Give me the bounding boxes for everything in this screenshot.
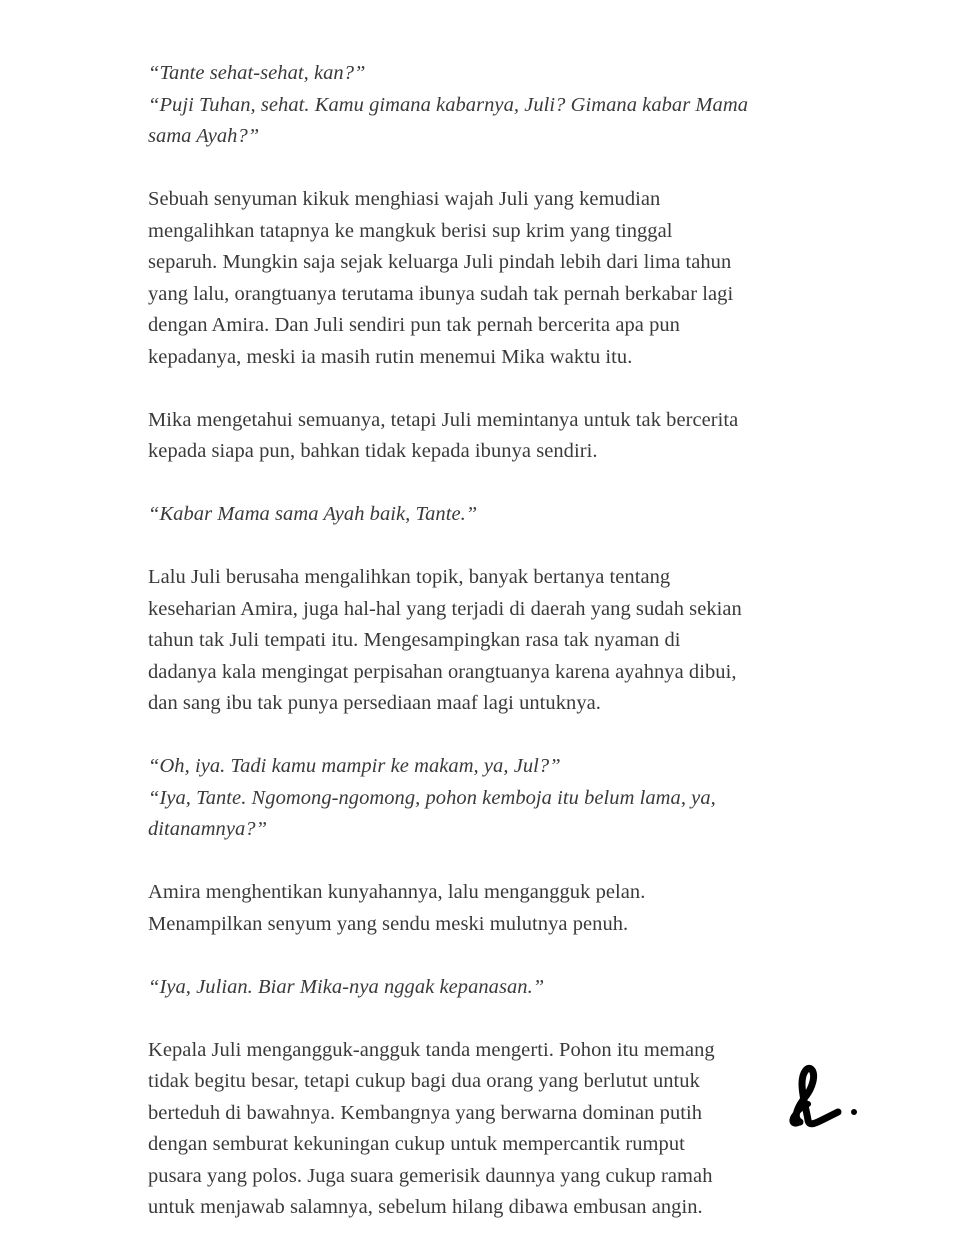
text-line: Lalu Juli berusaha mengalihkan topik, banyak bertanya tentang <box>148 566 671 588</box>
text-line: dengan semburat kekuningan cukup untuk mempercantik rumput <box>148 1133 685 1155</box>
text-line: “Iya, Julian. Biar Mika-nya nggak kepanasan.” <box>148 975 545 998</box>
text-line: “Oh, iya. Tadi kamu mampir ke makam, ya, Jul?” <box>148 755 561 777</box>
text-line: pusara yang polos. Juga suara gemerisik daunnya yang cukup ramah <box>148 1164 713 1187</box>
text-line: tidak begitu besar, tetapi cukup bagi dua orang yang berlutut untuk <box>148 1070 700 1092</box>
text-line: Kepala Juli mengangguk-angguk tanda mengerti. Pohon itu memang <box>148 1038 715 1061</box>
text-line: dadanya kala mengingat perpisahan orangtuanya karena ayahnya dibui, <box>148 660 737 683</box>
text-line: Sebuah senyuman kikuk menghiasi wajah Juli yang kemudian <box>148 188 661 210</box>
paragraph-narration-2 <box>148 405 828 468</box>
text-line: “Iya, Tante. Ngomong-ngomong, pohon kemboja itu belum lama, ya, <box>148 786 716 809</box>
paragraph-narration-4 <box>148 877 828 940</box>
text-line: separuh. Mungkin saja sejak keluarga Juli pindah lebih dari lima tahun <box>148 251 732 273</box>
paragraph-narration-5 <box>148 1035 828 1224</box>
text-line: sama Ayah?” <box>148 125 260 147</box>
text-line: yang lalu, orangtuanya terutama ibunya sudah tak pernah berkabar lagi <box>148 282 734 305</box>
paragraph-dialogue-1 <box>148 58 828 153</box>
text-line: “Kabar Mama sama Ayah baik, Tante.” <box>148 503 478 525</box>
text-line: Menampilkan senyum yang sendu meski mulutnya penuh. <box>148 912 629 935</box>
text-line: untuk menjawab salamnya, sebelum hilang dibawa embusan angin. <box>148 1196 703 1218</box>
paragraph-dialogue-3 <box>148 751 828 846</box>
paragraph-dialogue-4 <box>148 972 828 1004</box>
paragraph-narration-1 <box>148 184 828 373</box>
text-line: dan sang ibu tak punya persediaan maaf lagi untuknya. <box>148 692 601 714</box>
text-line: Mika mengetahui semuanya, tetapi Juli memintanya untuk tak bercerita <box>148 408 739 431</box>
text-line: keseharian Amira, juga hal-hal yang terjadi di daerah yang sudah sekian <box>148 597 742 620</box>
handwritten-l-signature-icon <box>782 1060 862 1140</box>
paragraph-dialogue-2 <box>148 499 828 531</box>
text-line: ditanamnya?” <box>148 818 268 840</box>
text-line: Amira menghentikan kunyahannya, lalu mengangguk pelan. <box>148 881 646 903</box>
text-line: “Tante sehat-sehat, kan?” <box>148 62 366 84</box>
text-line: tahun tak Juli tempati itu. Mengesampingkan rasa tak nyaman di <box>148 629 681 651</box>
paragraph-narration-3 <box>148 562 828 720</box>
text-line: berteduh di bawahnya. Kembangnya yang berwarna dominan putih <box>148 1101 703 1124</box>
text-line: dengan Amira. Dan Juli sendiri pun tak pernah bercerita apa pun <box>148 314 680 336</box>
text-line: “Puji Tuhan, sehat. Kamu gimana kabarnya, Juli? Gimana kabar Mama <box>148 93 749 116</box>
document-body <box>148 58 828 1255</box>
text-line: mengalihkan tatapnya ke mangkuk berisi sup krim yang tinggal <box>148 219 673 242</box>
text-line: kepada siapa pun, bahkan tidak kepada ibunya sendiri. <box>148 440 598 462</box>
text-line: kepadanya, meski ia masih rutin menemui Mika waktu itu. <box>148 345 633 368</box>
